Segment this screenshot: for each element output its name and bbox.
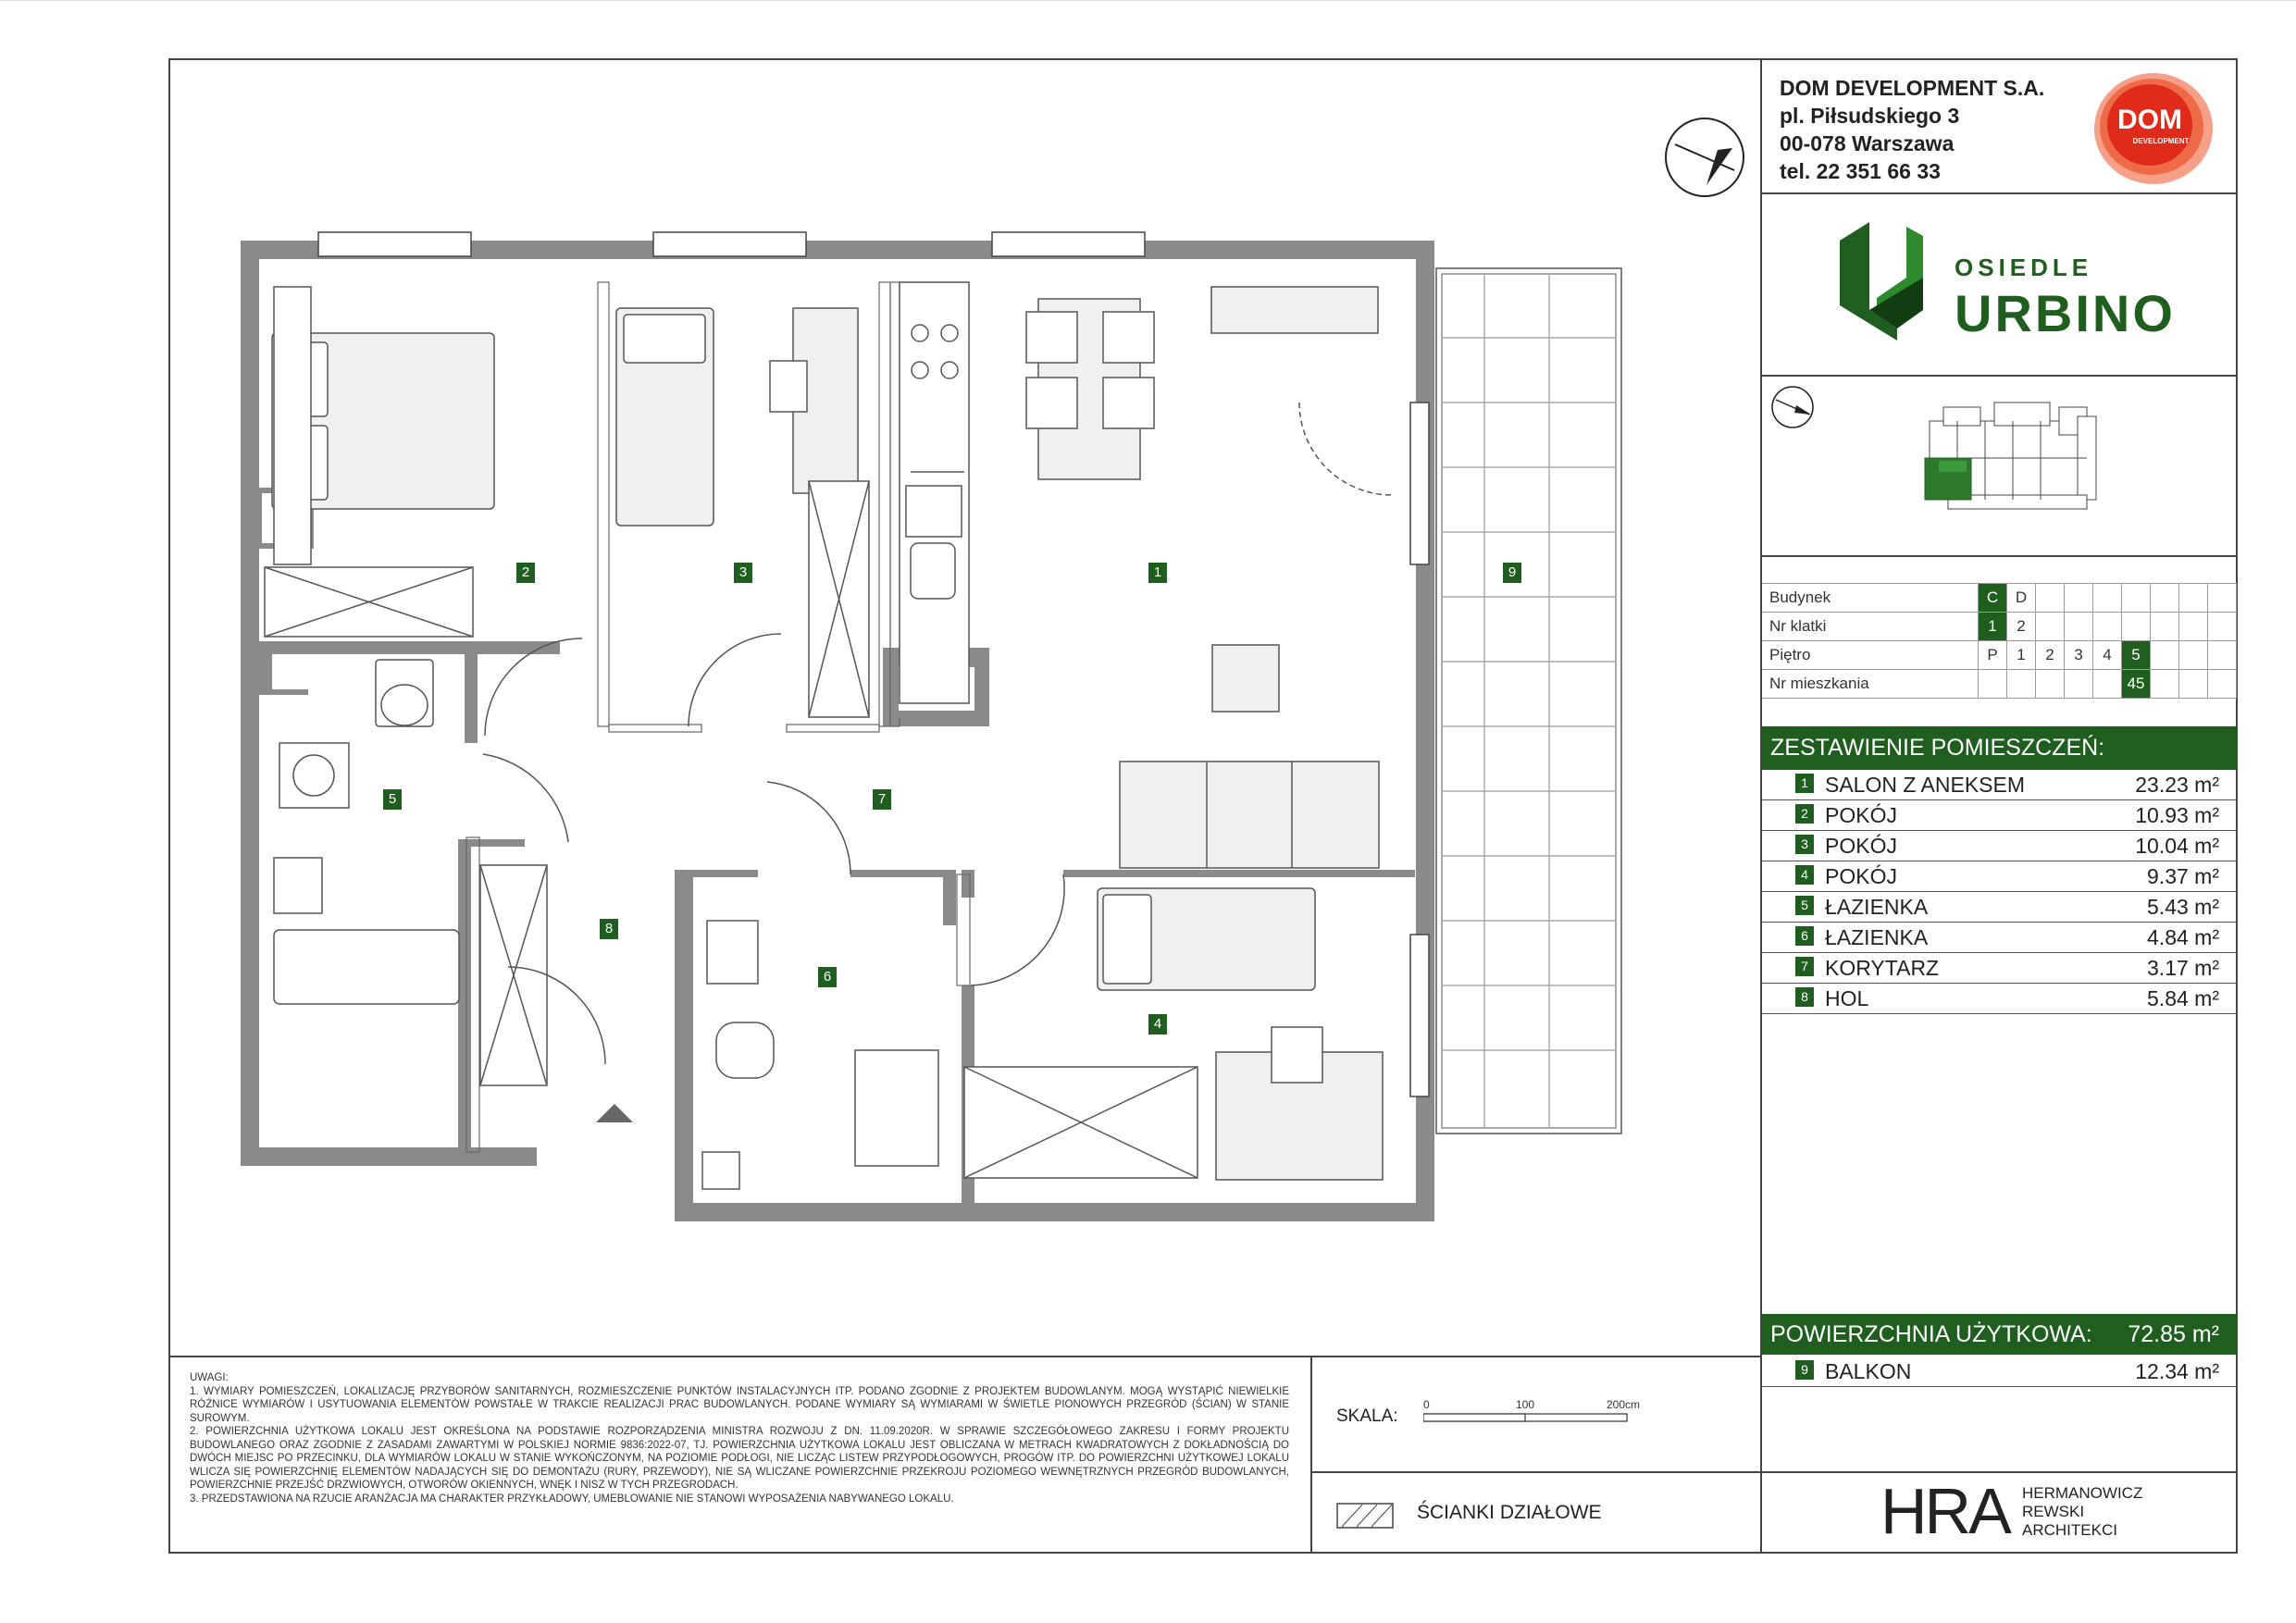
rooms-header [1762, 726, 2238, 770]
scale-bar [1423, 1399, 1664, 1436]
room-num: 3 [1795, 835, 1814, 854]
room-name: POKÓJ [1825, 834, 1897, 858]
room-num: 7 [1795, 957, 1814, 976]
scale-label: SKALA: [1336, 1406, 1398, 1426]
location-cell: D [2007, 584, 2036, 613]
notes [190, 1371, 1289, 1505]
location-cell: 5 [2122, 641, 2151, 670]
location-cell [2208, 670, 2237, 699]
company-phone: tel. 22 351 66 33 [1780, 159, 1941, 183]
location-cell [1979, 670, 2007, 699]
company-info [1780, 74, 2044, 185]
location-cell [2151, 641, 2179, 670]
svg-text:100: 100 [1515, 1399, 1535, 1411]
location-cell [2036, 613, 2065, 641]
bathroom6 [702, 921, 938, 1189]
room-area: 3.17 m² [2147, 956, 2219, 980]
location-cell [2179, 584, 2208, 613]
svg-text:DEVELOPMENT: DEVELOPMENT [2132, 137, 2190, 145]
divider [1310, 1356, 1312, 1554]
location-cell: 2 [2007, 613, 2036, 641]
room-num: 5 [1795, 896, 1814, 915]
room-row [1762, 831, 2238, 861]
location-cell [2093, 584, 2122, 613]
room-area: 5.84 m² [2147, 986, 2219, 1010]
room-num: 4 [1795, 865, 1814, 885]
plan-label-5: 5 [383, 789, 402, 810]
hra-logo [1880, 1475, 2186, 1547]
room-row [1762, 984, 2238, 1014]
total-area-label: POWIERZCHNIA UŻYTKOWA: [1770, 1321, 2092, 1347]
divider [1760, 375, 2238, 377]
location-cell: 1 [1979, 613, 2007, 641]
company-city: 00-078 Warszawa [1780, 131, 1955, 155]
room-row [1762, 953, 2238, 984]
divider [1760, 192, 2238, 194]
bed-room3 [616, 308, 869, 717]
location-cell [2122, 584, 2151, 613]
svg-text:200cm: 200cm [1606, 1399, 1641, 1411]
room-row [1762, 800, 2238, 831]
location-cell [2151, 584, 2179, 613]
building-key-plan [1763, 379, 2235, 551]
legend-label: ŚCIANKI DZIAŁOWE [1417, 1502, 1602, 1523]
room-name: KORYTARZ [1825, 956, 1940, 980]
room-num: 1 [1795, 774, 1814, 793]
page-edge [0, 0, 2296, 1]
location-cell: 3 [2065, 641, 2093, 670]
location-cell [2093, 670, 2122, 699]
dom-development-logo [2087, 69, 2216, 188]
room-name: ŁAZIENKA [1825, 925, 1929, 949]
kitchen [900, 282, 969, 703]
bed-room4 [964, 888, 1383, 1180]
balcony [1436, 268, 1621, 1134]
plan-label-1: 1 [1148, 563, 1167, 583]
divider [1760, 555, 2238, 557]
divider [1310, 1471, 2238, 1473]
balcony-area: 12.34 m² [2135, 1359, 2219, 1383]
location-row [1762, 641, 2237, 670]
room-row [1762, 923, 2238, 953]
plan-label-8: 8 [600, 919, 618, 939]
plan-label-6: 6 [818, 967, 837, 987]
plan-label-2: 2 [516, 563, 535, 583]
location-cell [2065, 670, 2093, 699]
architect-line1: HERMANOWICZ [2022, 1484, 2143, 1502]
svg-text:URBINO: URBINO [1955, 284, 2176, 342]
location-cell [2208, 584, 2237, 613]
svg-text:OSIEDLE: OSIEDLE [1955, 254, 2093, 281]
balcony-name: BALKON [1825, 1359, 1912, 1383]
plan-label-9: 9 [1503, 563, 1521, 583]
location-cell: 2 [2036, 641, 2065, 670]
location-row-label: Nr mieszkania [1762, 670, 1979, 699]
room-num: 8 [1795, 987, 1814, 1007]
room-area: 10.93 m² [2135, 803, 2219, 827]
room-num: 6 [1795, 926, 1814, 946]
room-name: POKÓJ [1825, 864, 1897, 888]
company-name: DOM DEVELOPMENT S.A. [1780, 76, 2045, 100]
location-cell [2007, 670, 2036, 699]
floor-plan [170, 60, 1760, 1356]
plan-label-7: 7 [873, 789, 891, 810]
location-cell [2065, 613, 2093, 641]
location-cell [2179, 613, 2208, 641]
divider [168, 1356, 1760, 1357]
room-name: SALON Z ANEKSEM [1825, 773, 2026, 797]
location-cell [2179, 641, 2208, 670]
location-cell: 4 [2093, 641, 2122, 670]
room-row [1762, 892, 2238, 923]
company-street: pl. Piłsudskiego 3 [1780, 104, 1960, 128]
room-name: HOL [1825, 986, 1869, 1010]
location-row [1762, 584, 2237, 613]
location-cell: C [1979, 584, 2007, 613]
room-area: 23.23 m² [2135, 773, 2219, 797]
balcony-num: 9 [1795, 1360, 1814, 1380]
total-area-value: 72.85 m² [2128, 1321, 2219, 1347]
svg-text:DOM: DOM [2117, 105, 2182, 135]
location-row-label: Budynek [1762, 584, 1979, 613]
total-area-bar [1762, 1314, 2238, 1355]
location-row [1762, 613, 2237, 641]
bathroom5 [274, 660, 547, 1085]
compass-small-icon [1772, 387, 1813, 427]
hra-mark: HRA [1880, 1475, 2009, 1547]
architect-line3: ARCHITEKCI [2022, 1521, 2117, 1539]
note-1: 1. WYMIARY POMIESZCZEŃ, LOKALIZACJĘ PRZYBORÓW SANITARNYCH, ROZMIESZCZENIE PUNKTÓW INSTALACYJNYCH ITP. PODANO ZGODNIE Z PROJEKTEM BUDOWLANYM. MOGĄ WYSTĄPIĆ NIEWIELKIE RÓŻNICE WYMIARÓW I USYTUOWANIA ELEMENTÓW POWSTAŁE W TRAKCIE REALIZACJI PRAC BUDOWLANYCH. PODANE WYMIARY SĄ WYMIARAMI W ŚWIETLE PIONOWYCH PRZEGRÓD (ŚCIAN) W STANIE SUROWYM. [190, 1385, 1289, 1424]
location-cell: P [1979, 641, 2007, 670]
entrance-arrow-icon [596, 1104, 633, 1122]
location-cell [2065, 584, 2093, 613]
room-name: ŁAZIENKA [1825, 895, 1929, 919]
plan-label-3: 3 [734, 563, 752, 583]
location-cell: 45 [2122, 670, 2151, 699]
location-cell [2179, 670, 2208, 699]
svg-text:0: 0 [1423, 1399, 1430, 1411]
room-area: 10.04 m² [2135, 834, 2219, 858]
rooms-header-label: ZESTAWIENIE POMIESZCZEŃ: [1770, 735, 2105, 761]
location-cell: 1 [2007, 641, 2036, 670]
location-cell [2093, 613, 2122, 641]
location-cell [2151, 613, 2179, 641]
location-cell [2208, 613, 2237, 641]
location-row-label: Nr klatki [1762, 613, 1979, 641]
location-cell [2151, 670, 2179, 699]
location-table [1762, 583, 2237, 699]
balcony-row [1762, 1357, 2238, 1387]
room-name: POKÓJ [1825, 803, 1897, 827]
plan-label-4: 4 [1148, 1014, 1167, 1035]
location-cell [2208, 641, 2237, 670]
architect-line2: REWSKI [2022, 1503, 2085, 1520]
location-cell [2036, 584, 2065, 613]
location-row [1762, 670, 2237, 699]
room-area: 4.84 m² [2147, 925, 2219, 949]
salon-furniture [1026, 287, 1379, 868]
notes-title: UWAGI: [190, 1372, 229, 1383]
location-cell [2036, 670, 2065, 699]
room-area: 9.37 m² [2147, 864, 2219, 888]
location-cell [2122, 613, 2151, 641]
room-row [1762, 861, 2238, 892]
compass-icon [1666, 118, 1744, 196]
hra-text [2022, 1484, 2142, 1540]
hatch-legend-icon [1336, 1503, 1394, 1529]
note-2: 2. POWIERZCHNIA UŻYTKOWA LOKALU JEST OKREŚLONA NA PODSTAWIE ROZPORZĄDZENIA MINISTRA ROZWOJU Z DN. 11.09.2020R. W SPRAWIE SZCZEGÓŁOWEGO ZAKRESU I FORMY PROJEKTU BUDOWLANEGO ORAZ ZGODNIE Z ZASADAMI ZAWARTYMI W POLSKIEJ NORMIE 9836:2022-07, TJ. POWIERZCHNIA UŻYTKOWA LOKALU JEST OBLICZANA W METRACH KWADRATOWYCH Z DOKŁADNOŚCIĄ DO DWÓCH MIEJSC PO PRZECINKU, DLA WYMIARÓW LOKALU W STANIE WYKOŃCZONYM, NA POZIOMIE PODŁOGI, NIE LICZĄC LISTEW PRZYPODŁOGOWYCH, PROGÓW ITP. DO POWIERZCHNI UŻYTKOWEJ LOKALU WLICZA SIĘ POWIERZCHNIĘ ELEMENTÓW NADAJĄCYCH SIĘ DO DEMONTAŻU (RURY, PRZEWODY), NIE SĄ WLICZANE POWIERZCHNIE PRZEKROJU POZIOMEGO WEWNĘTRZNYCH PRZEGRÓD BUDOWLANYCH, POWIERZCHNIE PRZEJŚĆ DRZWIOWYCH, OTWORÓW OKIENNYCH, WNĘK I NISZ W TYCH PRZEGRODACH. [190, 1426, 1289, 1491]
room-num: 2 [1795, 804, 1814, 824]
note-3: 3. PRZEDSTAWIONA NA RZUCIE ARANŻACJA MA CHARAKTER PRZYKŁADOWY, UMEBLOWANIE NIE STANOWI WYPOSAŻENIA NABYWANEGO LOKALU. [190, 1493, 954, 1505]
location-row-label: Piętro [1762, 641, 1979, 670]
room-area: 5.43 m² [2147, 895, 2219, 919]
room-row [1762, 770, 2238, 800]
osiedle-urbino-logo [1832, 222, 2184, 342]
rooms-list [1762, 770, 2238, 1014]
bed-room2 [265, 287, 494, 637]
